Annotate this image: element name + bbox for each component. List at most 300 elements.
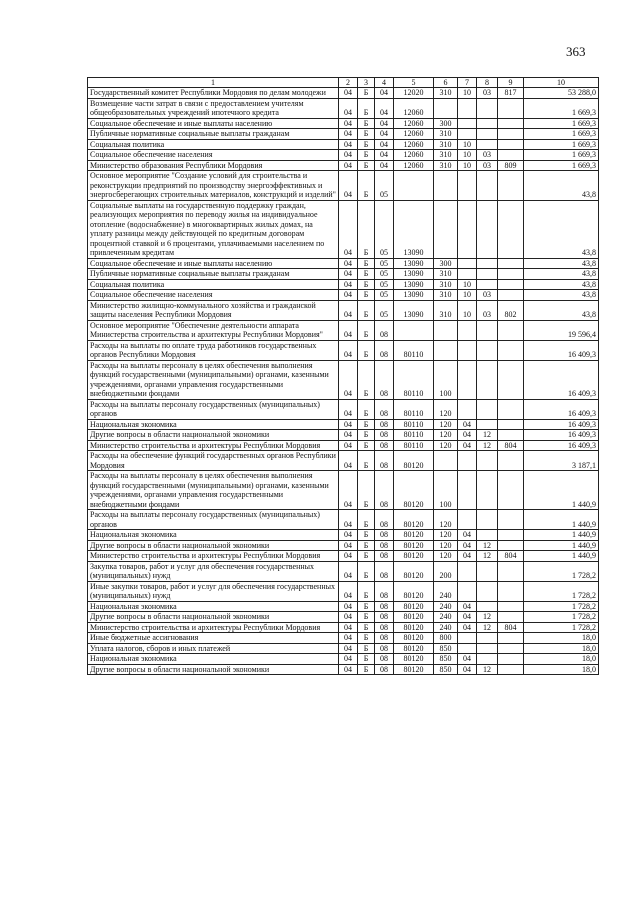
- cell-code-5: 80120: [394, 510, 434, 530]
- table-row: [88, 419, 599, 430]
- cell-code-2: 04: [339, 551, 358, 562]
- cell-name: Социальное обеспечение населения: [88, 290, 339, 301]
- cell-code-8: [477, 419, 498, 430]
- cell-code-8: [477, 98, 498, 118]
- cell-code-7: [458, 200, 477, 258]
- cell-code-9: [498, 258, 524, 269]
- cell-code-9: [498, 581, 524, 601]
- cell-name: Другие вопросы в области национальной экономики: [88, 540, 339, 551]
- cell-code-9: [498, 399, 524, 419]
- cell-code-4: 08: [375, 654, 394, 665]
- cell-code-8: [477, 633, 498, 644]
- table-row: [88, 279, 599, 290]
- cell-code-5: 80110: [394, 419, 434, 430]
- cell-code-6: 310: [434, 160, 458, 171]
- cell-code-3: Б: [358, 654, 375, 665]
- cell-code-2: 04: [339, 612, 358, 623]
- cell-code-4: 08: [375, 530, 394, 541]
- table-row: [88, 561, 599, 581]
- cell-code-5: 80120: [394, 633, 434, 644]
- table-row: [88, 200, 599, 258]
- cell-amount: 1 669,3: [524, 129, 599, 140]
- cell-code-3: Б: [358, 510, 375, 530]
- cell-code-3: Б: [358, 540, 375, 551]
- cell-code-6: [434, 171, 458, 201]
- cell-code-8: [477, 269, 498, 280]
- cell-name: Другие вопросы в области национальной экономики: [88, 664, 339, 675]
- cell-code-7: [458, 581, 477, 601]
- cell-code-9: [498, 279, 524, 290]
- cell-code-9: [498, 129, 524, 140]
- cell-code-7: 04: [458, 551, 477, 562]
- cell-code-6: 120: [434, 530, 458, 541]
- cell-name: Возмещение части затрат в связи с предоставлением учителям общеобразовательных учреждений ипотечного кредита: [88, 98, 339, 118]
- cell-code-2: 04: [339, 430, 358, 441]
- cell-name: Расходы на выплаты по оплате труда работников государственных органов Республики Мордовия: [88, 340, 339, 360]
- cell-name: Национальная экономика: [88, 419, 339, 430]
- table-row: [88, 269, 599, 280]
- cell-amount: 43,8: [524, 200, 599, 258]
- cell-code-3: Б: [358, 430, 375, 441]
- cell-code-9: [498, 612, 524, 623]
- cell-code-8: [477, 601, 498, 612]
- cell-code-2: 04: [339, 451, 358, 471]
- cell-amount: 1 440,9: [524, 530, 599, 541]
- cell-name: Уплата налогов, сборов и иных платежей: [88, 643, 339, 654]
- cell-amount: 19 596,4: [524, 320, 599, 340]
- cell-amount: 16 409,3: [524, 440, 599, 451]
- cell-code-3: Б: [358, 633, 375, 644]
- cell-code-5: 13090: [394, 200, 434, 258]
- cell-amount: 43,8: [524, 269, 599, 280]
- cell-code-8: [477, 139, 498, 150]
- cell-code-2: 04: [339, 200, 358, 258]
- table-row: [88, 258, 599, 269]
- cell-code-4: 08: [375, 581, 394, 601]
- cell-code-4: 08: [375, 399, 394, 419]
- cell-code-6: 240: [434, 601, 458, 612]
- cell-code-2: 04: [339, 139, 358, 150]
- cell-amount: 53 288,0: [524, 88, 599, 99]
- column-header: 10: [524, 78, 599, 88]
- cell-code-5: 80110: [394, 430, 434, 441]
- cell-code-8: [477, 451, 498, 471]
- cell-code-6: 120: [434, 399, 458, 419]
- cell-code-7: [458, 118, 477, 129]
- cell-name: Другие вопросы в области национальной экономики: [88, 430, 339, 441]
- cell-code-4: 04: [375, 129, 394, 140]
- column-header: 6: [434, 78, 458, 88]
- cell-code-2: 04: [339, 88, 358, 99]
- cell-code-7: 04: [458, 654, 477, 665]
- cell-code-5: 12060: [394, 129, 434, 140]
- table-row: [88, 360, 599, 399]
- cell-name: Социальная политика: [88, 279, 339, 290]
- cell-name: Расходы на выплаты персоналу государственных (муниципальных) органов: [88, 510, 339, 530]
- cell-code-9: [498, 633, 524, 644]
- cell-code-4: 05: [375, 269, 394, 280]
- cell-code-5: 12060: [394, 118, 434, 129]
- cell-code-6: 310: [434, 150, 458, 161]
- cell-code-6: 310: [434, 300, 458, 320]
- cell-code-8: 03: [477, 290, 498, 301]
- budget-table: [87, 77, 599, 675]
- cell-code-6: 800: [434, 633, 458, 644]
- table-row: [88, 530, 599, 541]
- cell-code-4: 08: [375, 540, 394, 551]
- cell-code-5: 12060: [394, 98, 434, 118]
- cell-amount: 1 728,2: [524, 601, 599, 612]
- cell-code-3: Б: [358, 664, 375, 675]
- column-header: 7: [458, 78, 477, 88]
- cell-amount: 1 669,3: [524, 118, 599, 129]
- cell-code-7: 04: [458, 664, 477, 675]
- cell-code-8: [477, 200, 498, 258]
- cell-code-2: 04: [339, 258, 358, 269]
- column-header: 5: [394, 78, 434, 88]
- cell-name: Социальное обеспечение населения: [88, 150, 339, 161]
- cell-code-7: [458, 129, 477, 140]
- cell-code-7: [458, 510, 477, 530]
- cell-code-2: 04: [339, 471, 358, 510]
- cell-code-6: 850: [434, 664, 458, 675]
- cell-amount: 1 440,9: [524, 540, 599, 551]
- cell-code-8: [477, 581, 498, 601]
- cell-code-8: [477, 279, 498, 290]
- cell-code-6: [434, 451, 458, 471]
- cell-name: Государственный комитет Республики Мордовия по делам молодежи: [88, 88, 339, 99]
- table-row: [88, 399, 599, 419]
- table-row: [88, 430, 599, 441]
- cell-code-8: [477, 360, 498, 399]
- cell-amount: 1 728,2: [524, 622, 599, 633]
- cell-code-9: [498, 643, 524, 654]
- cell-code-3: Б: [358, 118, 375, 129]
- cell-code-8: 03: [477, 88, 498, 99]
- cell-code-4: 08: [375, 601, 394, 612]
- cell-code-8: 12: [477, 440, 498, 451]
- cell-code-8: 12: [477, 540, 498, 551]
- cell-code-6: [434, 98, 458, 118]
- cell-amount: 43,8: [524, 290, 599, 301]
- cell-code-6: 240: [434, 581, 458, 601]
- cell-code-2: 04: [339, 510, 358, 530]
- cell-code-8: 12: [477, 430, 498, 441]
- cell-code-6: [434, 320, 458, 340]
- cell-code-6: 240: [434, 622, 458, 633]
- cell-code-6: 120: [434, 510, 458, 530]
- cell-code-3: Б: [358, 279, 375, 290]
- header-row: [88, 78, 599, 88]
- cell-name: Министерство жилищно-коммунального хозяйства и гражданской защиты населения Республики Мордовия: [88, 300, 339, 320]
- table-row: [88, 88, 599, 99]
- cell-code-8: [477, 129, 498, 140]
- cell-name: Расходы на обеспечение функций государственных органов Республики Мордовия: [88, 451, 339, 471]
- cell-code-8: [477, 258, 498, 269]
- cell-code-6: [434, 340, 458, 360]
- cell-code-3: Б: [358, 129, 375, 140]
- cell-code-9: 817: [498, 88, 524, 99]
- cell-code-7: 10: [458, 150, 477, 161]
- cell-code-4: 05: [375, 279, 394, 290]
- cell-amount: 16 409,3: [524, 419, 599, 430]
- cell-code-2: 04: [339, 643, 358, 654]
- cell-code-6: 310: [434, 290, 458, 301]
- cell-code-5: 80120: [394, 451, 434, 471]
- cell-code-7: 10: [458, 300, 477, 320]
- cell-code-4: 08: [375, 419, 394, 430]
- cell-code-3: Б: [358, 643, 375, 654]
- cell-amount: 18,0: [524, 643, 599, 654]
- cell-code-9: [498, 530, 524, 541]
- cell-code-3: Б: [358, 290, 375, 301]
- cell-code-5: 80110: [394, 440, 434, 451]
- cell-code-7: [458, 98, 477, 118]
- cell-name: Иные бюджетные ассигнования: [88, 633, 339, 644]
- cell-code-8: 12: [477, 622, 498, 633]
- cell-name: Публичные нормативные социальные выплаты гражданам: [88, 269, 339, 280]
- cell-code-9: [498, 540, 524, 551]
- cell-code-3: Б: [358, 622, 375, 633]
- column-header: 2: [339, 78, 358, 88]
- cell-code-3: Б: [358, 471, 375, 510]
- cell-amount: 1 728,2: [524, 612, 599, 623]
- table-row: [88, 150, 599, 161]
- cell-code-9: [498, 98, 524, 118]
- cell-code-8: [477, 510, 498, 530]
- cell-code-3: Б: [358, 561, 375, 581]
- cell-code-5: 13090: [394, 279, 434, 290]
- cell-code-6: 120: [434, 551, 458, 562]
- table-row: [88, 340, 599, 360]
- cell-code-2: 04: [339, 118, 358, 129]
- cell-name: Министерство образования Республики Мордовия: [88, 160, 339, 171]
- column-header: 4: [375, 78, 394, 88]
- cell-code-2: 04: [339, 399, 358, 419]
- cell-code-2: 04: [339, 561, 358, 581]
- cell-code-9: [498, 430, 524, 441]
- cell-name: Национальная экономика: [88, 601, 339, 612]
- cell-code-8: [477, 643, 498, 654]
- cell-code-6: 100: [434, 471, 458, 510]
- cell-code-9: [498, 290, 524, 301]
- cell-code-7: 04: [458, 419, 477, 430]
- cell-code-5: 80120: [394, 561, 434, 581]
- cell-code-7: [458, 643, 477, 654]
- cell-code-9: [498, 561, 524, 581]
- cell-amount: 43,8: [524, 258, 599, 269]
- cell-code-9: [498, 664, 524, 675]
- cell-code-4: 05: [375, 300, 394, 320]
- cell-code-7: 04: [458, 530, 477, 541]
- cell-code-3: Б: [358, 258, 375, 269]
- cell-name: Социальное обеспечение и иные выплаты населению: [88, 258, 339, 269]
- table-row: [88, 451, 599, 471]
- cell-code-8: 03: [477, 160, 498, 171]
- table-row: [88, 643, 599, 654]
- cell-code-6: 120: [434, 430, 458, 441]
- cell-code-5: 80120: [394, 551, 434, 562]
- cell-code-7: [458, 471, 477, 510]
- cell-code-9: [498, 360, 524, 399]
- table-row: [88, 129, 599, 140]
- table-row: [88, 551, 599, 562]
- table-row: [88, 633, 599, 644]
- cell-code-4: 08: [375, 664, 394, 675]
- column-header: 3: [358, 78, 375, 88]
- table-body: [88, 88, 599, 675]
- cell-code-4: 04: [375, 98, 394, 118]
- cell-amount: 16 409,3: [524, 430, 599, 441]
- cell-amount: 16 409,3: [524, 399, 599, 419]
- cell-code-4: 08: [375, 340, 394, 360]
- table-row: [88, 510, 599, 530]
- cell-code-4: 08: [375, 430, 394, 441]
- cell-name: Расходы на выплаты персоналу государственных (муниципальных) органов: [88, 399, 339, 419]
- cell-code-7: [458, 340, 477, 360]
- cell-code-4: 08: [375, 451, 394, 471]
- cell-code-4: 05: [375, 258, 394, 269]
- cell-code-8: [477, 561, 498, 581]
- cell-code-2: 04: [339, 98, 358, 118]
- cell-code-5: 13090: [394, 300, 434, 320]
- cell-code-3: Б: [358, 581, 375, 601]
- cell-amount: 43,8: [524, 300, 599, 320]
- cell-code-5: 12020: [394, 88, 434, 99]
- cell-code-2: 04: [339, 360, 358, 399]
- cell-code-3: Б: [358, 440, 375, 451]
- cell-code-6: 120: [434, 540, 458, 551]
- cell-code-6: 850: [434, 643, 458, 654]
- cell-code-2: 04: [339, 622, 358, 633]
- cell-name: Основное мероприятие "Обеспечение деятельности аппарата Министерства строительства и архитектуры Республики Мордовия": [88, 320, 339, 340]
- page-number: 363: [566, 44, 586, 59]
- cell-code-6: 310: [434, 88, 458, 99]
- cell-code-3: Б: [358, 200, 375, 258]
- cell-code-5: [394, 171, 434, 201]
- cell-code-3: Б: [358, 360, 375, 399]
- cell-code-6: 310: [434, 279, 458, 290]
- table-row: [88, 581, 599, 601]
- cell-code-4: 08: [375, 633, 394, 644]
- cell-code-8: [477, 171, 498, 201]
- cell-code-7: 10: [458, 88, 477, 99]
- cell-code-5: 12060: [394, 160, 434, 171]
- cell-code-2: 04: [339, 440, 358, 451]
- cell-code-9: 804: [498, 622, 524, 633]
- cell-code-8: 12: [477, 612, 498, 623]
- cell-code-8: 03: [477, 300, 498, 320]
- table-row: [88, 171, 599, 201]
- cell-name: Иные закупки товаров, работ и услуг для обеспечения государственных (муниципальных) нужд: [88, 581, 339, 601]
- cell-name: Расходы на выплаты персоналу в целях обеспечения выполнения функций государственными (муниципальными) органами, казенными учреждениями, органами управления государственными внебюджетными фондами: [88, 360, 339, 399]
- cell-code-3: Б: [358, 88, 375, 99]
- cell-code-9: 804: [498, 440, 524, 451]
- cell-code-8: [477, 118, 498, 129]
- cell-amount: 18,0: [524, 664, 599, 675]
- cell-code-3: Б: [358, 171, 375, 201]
- cell-code-5: 80120: [394, 612, 434, 623]
- cell-code-3: Б: [358, 340, 375, 360]
- cell-code-4: 08: [375, 360, 394, 399]
- cell-code-2: 04: [339, 160, 358, 171]
- cell-code-6: 310: [434, 129, 458, 140]
- cell-code-4: 04: [375, 150, 394, 161]
- cell-code-4: 05: [375, 290, 394, 301]
- cell-amount: 1 440,9: [524, 510, 599, 530]
- cell-code-8: 03: [477, 150, 498, 161]
- cell-code-3: Б: [358, 612, 375, 623]
- cell-code-8: [477, 471, 498, 510]
- cell-code-7: 10: [458, 279, 477, 290]
- table-row: [88, 320, 599, 340]
- cell-code-5: [394, 320, 434, 340]
- cell-name: Публичные нормативные социальные выплаты гражданам: [88, 129, 339, 140]
- column-header: 1: [88, 78, 339, 88]
- cell-code-7: 04: [458, 612, 477, 623]
- table-row: [88, 300, 599, 320]
- cell-code-8: 12: [477, 551, 498, 562]
- cell-code-4: 04: [375, 118, 394, 129]
- cell-code-7: [458, 399, 477, 419]
- cell-code-6: 120: [434, 440, 458, 451]
- cell-code-9: [498, 150, 524, 161]
- cell-code-2: 04: [339, 171, 358, 201]
- cell-code-9: [498, 118, 524, 129]
- cell-code-8: [477, 399, 498, 419]
- table-row: [88, 440, 599, 451]
- cell-code-4: 08: [375, 551, 394, 562]
- cell-code-3: Б: [358, 300, 375, 320]
- cell-code-4: 08: [375, 643, 394, 654]
- cell-code-3: Б: [358, 150, 375, 161]
- cell-code-9: [498, 139, 524, 150]
- cell-code-7: [458, 633, 477, 644]
- cell-code-6: 310: [434, 269, 458, 280]
- cell-code-5: 80120: [394, 664, 434, 675]
- cell-amount: 1 440,9: [524, 471, 599, 510]
- cell-code-9: [498, 171, 524, 201]
- cell-name: Социальная политика: [88, 139, 339, 150]
- cell-name: Закупка товаров, работ и услуг для обеспечения государственных (муниципальных) нужд: [88, 561, 339, 581]
- cell-name: Социальные выплаты на государственную поддержку граждан, реализующих мероприятия по переводу жилья на индивидуальное отопление (водоснабжение) в многоквартирных жилых домах, на уплату разницы между действующей по кредитным договорам процентной ставкой и 6 процентами, уплачиваемыми населением по привлеченным кредитам: [88, 200, 339, 258]
- cell-code-8: [477, 320, 498, 340]
- cell-amount: 16 409,3: [524, 340, 599, 360]
- table-row: [88, 664, 599, 675]
- cell-name: Социальное обеспечение и иные выплаты населению: [88, 118, 339, 129]
- table-row: [88, 540, 599, 551]
- cell-amount: 1 669,3: [524, 150, 599, 161]
- cell-code-4: 04: [375, 160, 394, 171]
- cell-code-4: 08: [375, 440, 394, 451]
- table-row: [88, 118, 599, 129]
- cell-code-2: 04: [339, 320, 358, 340]
- cell-code-5: 12060: [394, 150, 434, 161]
- cell-code-2: 04: [339, 300, 358, 320]
- cell-code-9: [498, 269, 524, 280]
- cell-name: Другие вопросы в области национальной экономики: [88, 612, 339, 623]
- cell-code-3: Б: [358, 160, 375, 171]
- cell-amount: 1 669,3: [524, 160, 599, 171]
- cell-code-9: [498, 451, 524, 471]
- cell-code-4: 04: [375, 88, 394, 99]
- cell-code-7: [458, 258, 477, 269]
- column-header: 9: [498, 78, 524, 88]
- cell-code-7: 04: [458, 440, 477, 451]
- cell-code-6: 200: [434, 561, 458, 581]
- cell-code-9: [498, 340, 524, 360]
- cell-code-5: 80110: [394, 399, 434, 419]
